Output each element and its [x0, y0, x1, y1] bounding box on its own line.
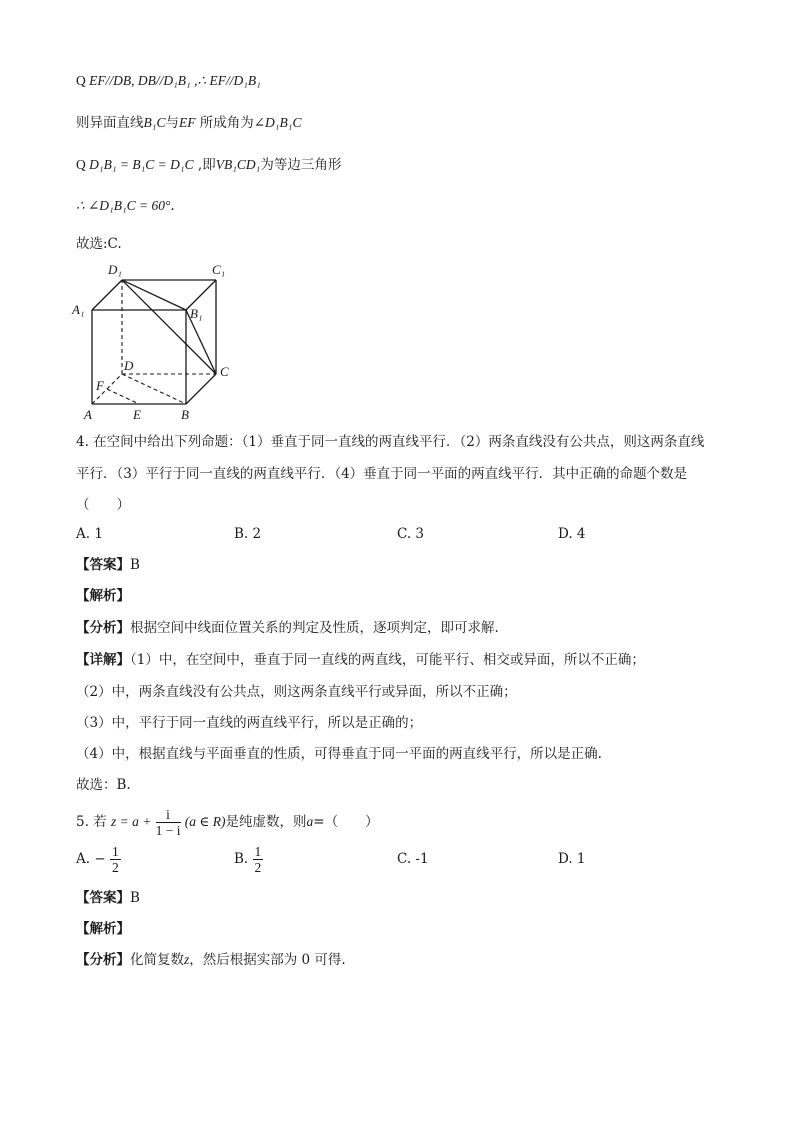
q5-option-c: C. -1 [397, 851, 429, 867]
cube-figure [70, 258, 250, 426]
q4-stem-line-2: 平行．（3）平行于同一直线的两直线平行．（4）垂直于同一平面的两直线平行．其中正确的命题个数是 [76, 466, 688, 482]
q4-option-d: D. 4 [558, 526, 586, 542]
q4-detail-4: （4）中，根据直线与平面垂直的性质，可得垂直于同一平面的两直线平行，所以是正确. [76, 746, 602, 762]
q5-fraction: $\frac{i}{1 - i}$ [155, 807, 181, 838]
q4-option-b: B. 2 [234, 526, 262, 542]
edge-b-c [186, 374, 216, 404]
q5-answer: 【答案】B [76, 890, 140, 906]
q4-detail-1: 【详解】（1）中，在空间中，垂直于同一直线的两直线，可能平行、相交或异面，所以不正确； [76, 652, 645, 668]
label-a: A [84, 407, 92, 422]
q5-option-a: A. − $\frac{1}{2}$ [76, 844, 119, 875]
q5-fenxi: 【分析】化简复数z，然后根据实部为 0 可得. [76, 952, 346, 968]
label-f: F [96, 378, 104, 393]
label-c1: C₁ [212, 262, 226, 277]
parallel-expression: EF//DB, DB//D₁B₁ ,∴ EF//D₁B₁ [89, 73, 261, 88]
derivation-line-1: Q EF//DB, DB//D₁B₁ ,∴ EF//D₁B₁ [76, 73, 261, 88]
q4-stem-line-1: 4. 在空间中给出下列命题：（1）垂直于同一直线的两直线平行．（2）两条直线没有公共点，则这两条直线 [76, 434, 705, 450]
label-d: D [124, 358, 134, 373]
q4-option-a: A. 1 [76, 526, 103, 542]
q4-choice: 故选：B. [76, 777, 131, 793]
q4-detail-3: （3）中，平行于同一直线的两直线平行，所以是正确的； [76, 715, 423, 731]
q5-option-b: B. $\frac{1}{2}$ [234, 844, 262, 875]
label-a1: A₁ [72, 302, 85, 317]
q5-option-d: D. 1 [558, 851, 586, 867]
q4-answer: 【答案】B [76, 557, 140, 573]
q4-stem-line-3: （ ） [76, 497, 130, 513]
label-c: C [220, 364, 229, 379]
label-d1: D₁ [108, 262, 122, 277]
q5-analysis-tag: 【解析】 [76, 921, 130, 937]
edge-a1-d1 [92, 280, 122, 310]
segment-d1-b1 [122, 280, 186, 310]
q4-fenxi: 【分析】根据空间中线面位置关系的判定及性质，逐项判定，即可求解. [76, 620, 499, 636]
derivation-choice: 故选:C. [76, 236, 122, 252]
hidden-segment-d-b [122, 374, 186, 404]
derivation-line-4: ∴ ∠D₁B₁C = 60°. [76, 198, 175, 214]
q4-analysis-tag: 【解析】 [76, 588, 130, 604]
q4-detail-2: （2）中，两条直线没有公共点，则这两条直线平行或异面，所以不正确； [76, 684, 517, 700]
derivation-line-2: 则异面直线B₁C与EF 所成角为∠D₁B₁C [76, 115, 302, 131]
derivation-line-3: Q D₁B₁ = B₁C = D₁C ,即VB₁CD₁为等边三角形 [76, 157, 342, 173]
label-b: B [181, 407, 189, 422]
label-b1: B₁ [190, 306, 203, 321]
q4-option-c: C. 3 [397, 526, 425, 542]
q5-stem: 5. 若 z = a + $\frac{i}{1 - i}$ (a ∈ R)是纯虚数，则a=（ ） [76, 807, 379, 838]
label-e: E [133, 407, 141, 422]
hidden-segment-e-f [107, 389, 139, 404]
